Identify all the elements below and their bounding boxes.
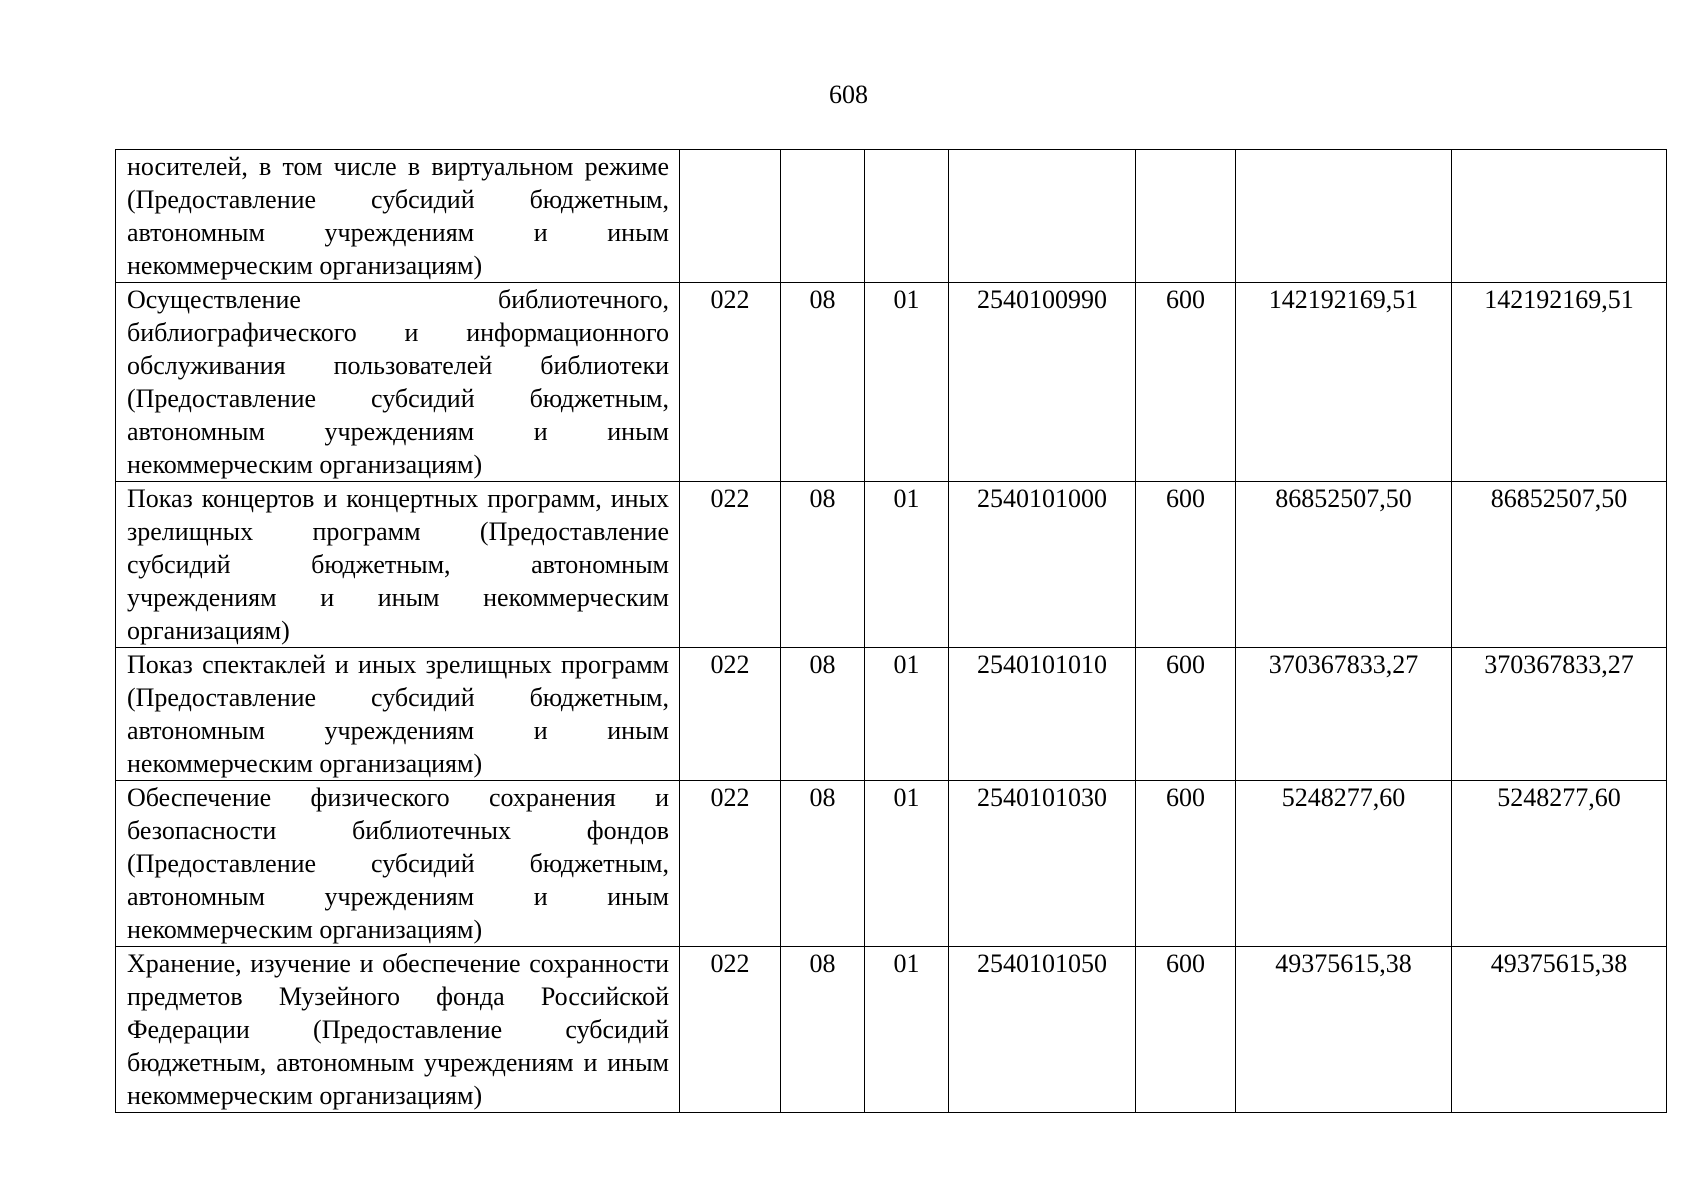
row-description: Показ спектаклей и иных зрелищных программ (Предоставление субсидий бюджетным, автономным учреждениям и иным некоммерческим организациям) <box>116 648 680 781</box>
ministry-code: 022 <box>680 781 781 947</box>
amount-2: 86852507,50 <box>1452 482 1667 648</box>
subsection-code <box>865 150 949 283</box>
section-code: 08 <box>781 781 865 947</box>
amount-2: 370367833,27 <box>1452 648 1667 781</box>
expense-type-code: 600 <box>1136 283 1236 482</box>
amount-1 <box>1236 150 1452 283</box>
ministry-code: 022 <box>680 648 781 781</box>
budget-table <box>115 149 1667 1113</box>
subsection-code: 01 <box>865 648 949 781</box>
expense-type-code: 600 <box>1136 482 1236 648</box>
row-description: Хранение, изучение и обеспечение сохранности предметов Музейного фонда Российской Федерации (Предоставление субсидий бюджетным, автономным учреждениям и иным некоммерческим организациям) <box>116 947 680 1113</box>
amount-2: 142192169,51 <box>1452 283 1667 482</box>
subsection-code: 01 <box>865 781 949 947</box>
page-number: 608 <box>829 80 868 109</box>
expense-type-code: 600 <box>1136 648 1236 781</box>
subsection-code: 01 <box>865 283 949 482</box>
target-article-code: 2540101010 <box>949 648 1136 781</box>
row-description: носителей, в том числе в виртуальном режиме (Предоставление субсидий бюджетным, автономным учреждениям и иным некоммерческим организациям) <box>116 150 680 283</box>
table-row <box>116 150 1667 283</box>
section-code <box>781 150 865 283</box>
section-code: 08 <box>781 482 865 648</box>
amount-1: 49375615,38 <box>1236 947 1452 1113</box>
expense-type-code: 600 <box>1136 781 1236 947</box>
row-description: Осуществление библиотечного, библиографического и информационного обслуживания пользователей библиотеки (Предоставление субсидий бюджетным, автономным учреждениям и иным некоммерческим организациям) <box>116 283 680 482</box>
subsection-code: 01 <box>865 947 949 1113</box>
table-row <box>116 947 1667 1113</box>
section-code: 08 <box>781 648 865 781</box>
subsection-code: 01 <box>865 482 949 648</box>
ministry-code: 022 <box>680 482 781 648</box>
table-row <box>116 283 1667 482</box>
target-article-code: 2540101030 <box>949 781 1136 947</box>
section-code: 08 <box>781 283 865 482</box>
table-row <box>116 781 1667 947</box>
amount-2: 5248277,60 <box>1452 781 1667 947</box>
amount-1: 86852507,50 <box>1236 482 1452 648</box>
section-code: 08 <box>781 947 865 1113</box>
amount-1: 5248277,60 <box>1236 781 1452 947</box>
amount-1: 370367833,27 <box>1236 648 1452 781</box>
ministry-code: 022 <box>680 283 781 482</box>
amount-2 <box>1452 150 1667 283</box>
amount-1: 142192169,51 <box>1236 283 1452 482</box>
target-article-code <box>949 150 1136 283</box>
expense-type-code: 600 <box>1136 947 1236 1113</box>
ministry-code: 022 <box>680 947 781 1113</box>
expense-type-code <box>1136 150 1236 283</box>
target-article-code: 2540101000 <box>949 482 1136 648</box>
amount-2: 49375615,38 <box>1452 947 1667 1113</box>
row-description: Обеспечение физического сохранения и безопасности библиотечных фондов (Предоставление субсидий бюджетным, автономным учреждениям и иным некоммерческим организациям) <box>116 781 680 947</box>
row-description: Показ концертов и концертных программ, иных зрелищных программ (Предоставление субсидий бюджетным, автономным учреждениям и иным некоммерческим организациям) <box>116 482 680 648</box>
table-row <box>116 648 1667 781</box>
target-article-code: 2540101050 <box>949 947 1136 1113</box>
ministry-code <box>680 150 781 283</box>
target-article-code: 2540100990 <box>949 283 1136 482</box>
table-row <box>116 482 1667 648</box>
